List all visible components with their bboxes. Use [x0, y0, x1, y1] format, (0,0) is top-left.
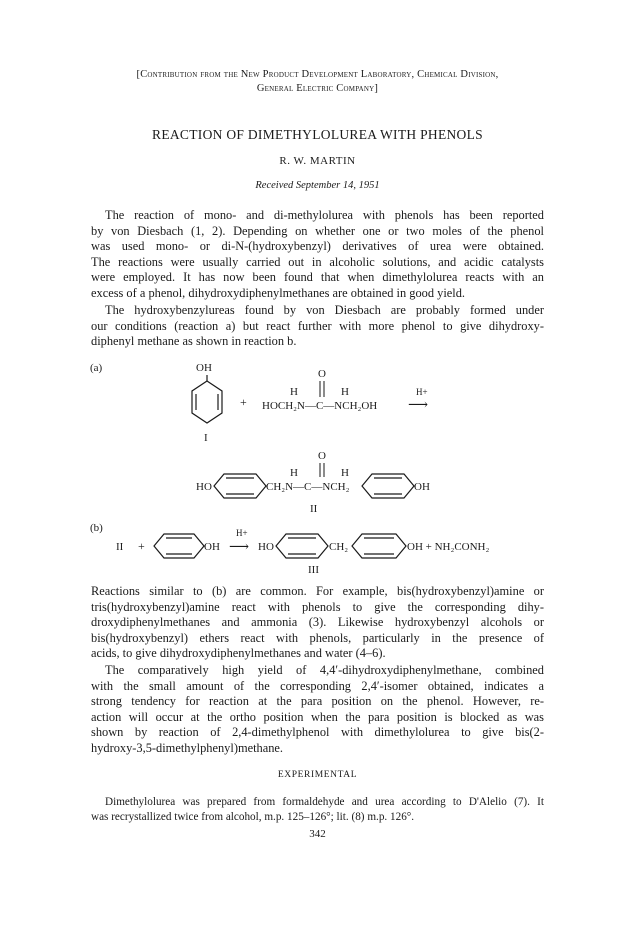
paragraph-line: tris(hydroxybenzyl)amine react with phenols to give the corresponding dihy- — [91, 599, 544, 614]
paragraph-line: was recrystallized twice from alcohol, m.p. 125–126°; lit. (8) m.p. 126°. — [91, 810, 415, 823]
paper-title: REACTION OF DIMETHYLOLUREA WITH PHENOLS — [152, 127, 483, 142]
phenol-ring-b — [154, 534, 204, 558]
dimethylolurea-formula: HOCH₂N—C—NCH₂OH — [262, 400, 378, 412]
plus-sign: + — [138, 539, 145, 553]
compound-i-label: I — [204, 432, 208, 444]
nh-h-right: H — [341, 467, 349, 479]
reaction-scheme — [0, 355, 635, 585]
benzene-ring-right — [352, 534, 406, 558]
oh-group: OH — [414, 481, 430, 493]
benzene-ring-right — [362, 474, 414, 498]
phenol-oh-label: OH — [196, 362, 212, 374]
compound-iii-label: III — [308, 564, 319, 576]
reaction-a-label: (a) — [90, 362, 103, 374]
ho-group: HO — [196, 481, 212, 493]
paragraph-line: droxydiphenylmethanes and ammonia (3). Likewise hydroxybenzyl alcohols or — [91, 615, 544, 630]
received-date: Received September 14, 1951 — [255, 180, 380, 191]
product-byproduct: OH + NH₂CONH₂ — [407, 541, 490, 553]
paragraph-line: diphenyl methane as shown in reaction b. — [91, 334, 297, 349]
paragraph-para-position — [91, 663, 544, 757]
reactant-ii-label: II — [116, 541, 124, 553]
paragraph-similar-reactions — [91, 584, 544, 662]
paragraph-line: bis(hydroxybenzyl) ethers react with phenols, particularly in the presence of — [91, 630, 544, 645]
paragraph-line: The comparatively high yield of 4,4′-dihydroxydiphenylmethane, combined — [105, 663, 544, 677]
paragraph-line: shown by reaction of 2,4-dimethylphenol with dimethylolurea to give bis(2- — [91, 725, 544, 740]
plus-sign: + — [240, 395, 247, 409]
methylene-urea-linkage: CH₂N—C—NCH₂ — [266, 481, 350, 493]
reaction-arrow: ⟶ — [229, 540, 250, 555]
ho-group: HO — [258, 541, 274, 553]
paragraph-line: by von Diesbach (1, 2). Depending on whether one or two moles of the phenol — [91, 223, 544, 238]
page-number: 342 — [309, 828, 326, 840]
paragraph-line: was used mono- or di-N-(hydroxybenzyl) derivatives of urea were obtained. — [91, 239, 544, 254]
paragraph-line: with the small amount of the corresponding 2,4′-isomer obtained, indicates a — [91, 678, 544, 693]
nh-h-left: H — [290, 467, 298, 479]
contribution-line-2: General Electric Company] — [256, 83, 379, 94]
catalyst-label: H+ — [416, 387, 428, 397]
methylene-bridge: CH₂ — [329, 541, 349, 553]
nh-h-right: H — [341, 386, 349, 398]
compound-ii-label: II — [310, 503, 318, 515]
paragraph-line: The reactions were usually carried out in alcoholic solutions, and acidic catalysts — [91, 254, 544, 269]
author-name: R. W. MARTIN — [279, 155, 356, 167]
paragraph-line: action will occur at the ortho position when the para position is blocked as was — [91, 709, 544, 724]
paragraph-line: The reaction of mono- and di-methylolurea with phenols has been reported — [105, 208, 544, 222]
contribution-line-1: [Contribution from the New Product Development Laboratory, Chemical Division, — [136, 69, 499, 80]
carbonyl-o: O — [318, 450, 326, 462]
paragraph-line: Dimethylolurea was prepared from formaldehyde and urea according to D'Alelio (7). It — [105, 796, 544, 808]
contribution-header — [60, 68, 575, 96]
phenol-ring — [192, 375, 222, 423]
paragraph-line: acids, to give dihydroxydiphenylmethanes and water (4–6). — [91, 646, 386, 661]
paragraph-line: were employed. It has now been found that when dimethylolurea reacts with an — [91, 270, 544, 285]
experimental-heading: EXPERIMENTAL — [277, 770, 358, 780]
paragraph-hydroxybenzylureas — [91, 303, 544, 350]
paragraph-intro — [91, 208, 544, 302]
reaction-b-label: (b) — [90, 522, 103, 534]
oh-group: OH — [204, 541, 220, 553]
paragraph-line: our conditions (reaction a) but react further with more phenol to give dihydroxy- — [91, 318, 544, 333]
benzene-ring-left — [276, 534, 328, 558]
paragraph-line: strong tendency for reaction at the para position on the phenol. However, re- — [91, 694, 544, 709]
paragraph-line: Reactions similar to (b) are common. For example, bis(hydroxybenzyl)amine or — [91, 584, 544, 598]
reaction-arrow: ⟶ — [408, 398, 429, 413]
paragraph-line: The hydroxybenzylureas found by von Diesbach are probably formed under — [105, 303, 544, 317]
nh-h-left: H — [290, 386, 298, 398]
paragraph-line: hydroxy-3,5-dimethylphenyl)methane. — [91, 740, 284, 755]
catalyst-label: H+ — [236, 528, 248, 538]
paragraph-experimental — [91, 795, 544, 824]
carbonyl-o: O — [318, 368, 326, 380]
benzene-ring-left — [214, 474, 266, 498]
paragraph-line: excess of a phenol, dihydroxydiphenylmethanes are obtained in good yield. — [91, 285, 466, 300]
